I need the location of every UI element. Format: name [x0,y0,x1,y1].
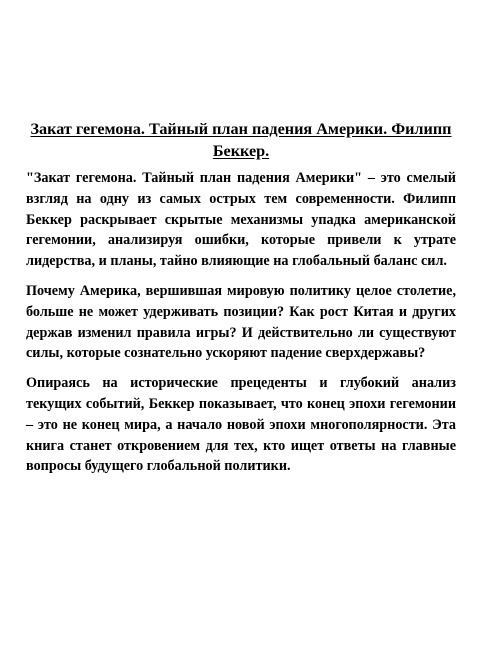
paragraph-2: Почему Америка, вершившая мировую политику целое столетие, больше не может удерживать позиции? Как рост Китая и других держав изменил правила игры? И действительно ли существуют силы, которые сознательно ускоряют падение сверхдержавы? [26,282,456,362]
paragraph-1: "Закат гегемона. Тайный план падения Америки" – это смелый взгляд на одну из самых острых тем современности. Филипп Беккер раскрывает скрытые механизмы упадка американской гегемонии, анализируя ошибки, которые привели к утрате лидерства, и планы, тайно влияющие на глобальный баланс сил. [26,170,456,270]
document-page [26,118,456,486]
document-title: Закат гегемона. Тайный план падения Америки. Филипп Беккер. [30,120,452,160]
paragraph-3: Опираясь на исторические прецеденты и глубокий анализ текущих событий, Беккер показывает, что конец эпохи гегемонии – это не конец мира, а начало новой эпохи многополярности. Эта книга станет откровением для тех, кто ищет ответы на главные вопросы будущего глобальной политики. [26,375,456,475]
